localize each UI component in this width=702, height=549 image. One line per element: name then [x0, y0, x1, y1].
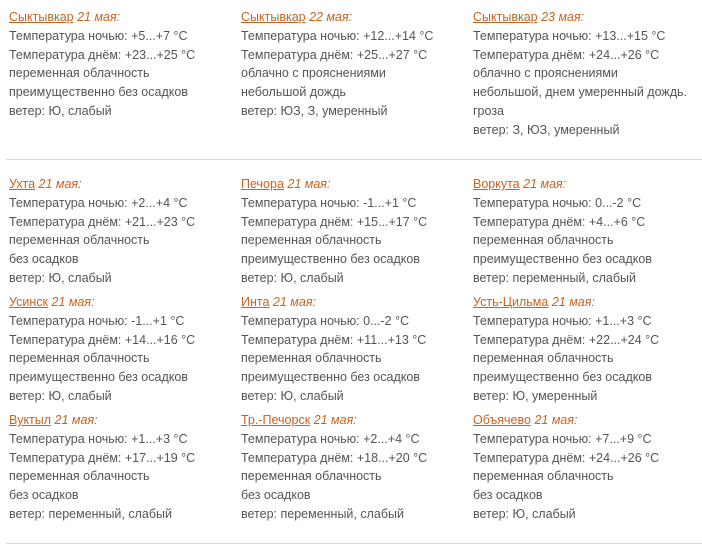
forecast-detail-line: Температура днём: +22...+24 °C [473, 332, 660, 347]
forecast-detail-line: Температура ночью: +5...+7 °C [9, 28, 188, 43]
forecast-detail-line: облачно с прояснениями [473, 66, 618, 81]
forecast-date: 23 мая: [541, 10, 585, 24]
forecast-card [473, 293, 698, 406]
forecast-detail-line: Температура ночью: +2...+4 °C [9, 195, 188, 210]
forecast-detail-line: ветер: З, ЮЗ, умеренный [473, 122, 620, 137]
forecast-card-header [9, 8, 234, 27]
forecast-detail-line: ветер: Ю, слабый [473, 506, 576, 521]
section-divider [6, 159, 702, 160]
forecast-detail-line: без осадков [241, 488, 311, 503]
forecast-detail-line: Температура ночью: 0...-2 °C [473, 195, 642, 210]
forecast-card-header [241, 411, 466, 430]
city-link[interactable]: Сыктывкар [9, 10, 74, 24]
forecast-detail-line: Температура днём: +17...+19 °C [9, 450, 196, 465]
forecast-date: 21 мая: [551, 295, 595, 309]
forecast-card-header [473, 175, 698, 194]
forecast-detail-line: преимущественно без осадков [9, 85, 188, 100]
forecast-detail-line: переменная облачность [473, 233, 614, 248]
forecast-date: 21 мая: [287, 177, 331, 191]
forecast-detail-line: Температура днём: +4...+6 °C [473, 214, 646, 229]
forecast-date: 21 мая: [54, 413, 98, 427]
forecast-card [473, 8, 698, 140]
forecast-detail-line: ветер: переменный, слабый [473, 270, 636, 285]
forecast-detail-line: ветер: Ю, слабый [9, 270, 112, 285]
city-link[interactable]: Сыктывкар [473, 10, 538, 24]
forecast-detail-line: Температура днём: +15...+17 °C [241, 214, 428, 229]
forecast-detail-line: ветер: Ю, умеренный [473, 388, 598, 403]
city-link[interactable]: Вуктыл [9, 413, 52, 427]
forecast-detail-line: Температура днём: +24...+26 °C [473, 450, 660, 465]
forecast-detail-line: переменная облачность [241, 233, 382, 248]
forecast-detail-line: небольшой, днем умеренный дождь. [473, 85, 688, 100]
forecast-detail-line: без осадков [473, 488, 543, 503]
forecast-card-header [241, 293, 466, 312]
forecast-detail-line: ветер: переменный, слабый [9, 506, 172, 521]
forecast-date: 21 мая: [534, 413, 578, 427]
city-link[interactable]: Тр.-Печорск [241, 413, 311, 427]
forecast-card [9, 175, 234, 288]
section-divider [6, 543, 702, 544]
forecast-detail-line: Температура ночью: -1...+1 °C [9, 313, 185, 328]
city-link[interactable]: Усинск [9, 295, 48, 309]
forecast-detail-line: переменная облачность [9, 233, 150, 248]
forecast-detail-line: ветер: Ю, слабый [9, 103, 112, 118]
forecast-detail-line: облачно с прояснениями [241, 66, 386, 81]
forecast-detail-line: ветер: Ю, слабый [9, 388, 112, 403]
forecast-detail-line: гроза [473, 103, 505, 118]
city-link[interactable]: Объячево [473, 413, 531, 427]
forecast-detail-line: Температура ночью: +1...+3 °C [9, 431, 188, 446]
forecast-detail-line: ветер: ЮЗ, З, умеренный [241, 103, 388, 118]
forecast-card [241, 293, 466, 406]
forecast-detail-line: ветер: Ю, слабый [241, 388, 344, 403]
forecast-date: 21 мая: [523, 177, 567, 191]
forecast-detail-line: Температура ночью: 0...-2 °C [241, 313, 410, 328]
forecast-card [241, 411, 466, 524]
forecast-detail-line: Температура ночью: -1...+1 °C [241, 195, 417, 210]
forecast-detail-line: преимущественно без осадков [9, 370, 188, 385]
forecast-detail-line: Температура днём: +18...+20 °C [241, 450, 428, 465]
forecast-detail-line: Температура ночью: +12...+14 °C [241, 28, 434, 43]
city-link[interactable]: Сыктывкар [241, 10, 306, 24]
city-link[interactable]: Инта [241, 295, 270, 309]
city-link[interactable]: Печора [241, 177, 284, 191]
forecast-card [9, 411, 234, 524]
city-link[interactable]: Воркута [473, 177, 520, 191]
forecast-detail-line: Температура ночью: +7...+9 °C [473, 431, 652, 446]
forecast-card-header [9, 411, 234, 430]
forecast-card [9, 8, 234, 121]
forecast-detail-line: ветер: Ю, слабый [241, 270, 344, 285]
forecast-date: 21 мая: [272, 295, 316, 309]
forecast-detail-line: небольшой дождь [241, 85, 347, 100]
forecast-card-header [9, 293, 234, 312]
forecast-detail-line: Температура ночью: +1...+3 °C [473, 313, 652, 328]
forecast-detail-line: переменная облачность [473, 469, 614, 484]
forecast-detail-line: Температура днём: +25...+27 °C [241, 47, 428, 62]
forecast-detail-line: Температура днём: +24...+26 °C [473, 47, 660, 62]
forecast-date: 21 мая: [77, 10, 121, 24]
forecast-detail-line: переменная облачность [241, 351, 382, 366]
forecast-detail-line: без осадков [9, 252, 79, 267]
forecast-detail-line: переменная облачность [9, 351, 150, 366]
forecast-detail-line: без осадков [9, 488, 79, 503]
forecast-card-header [473, 8, 698, 27]
forecast-date: 21 мая: [38, 177, 82, 191]
forecast-detail-line: переменная облачность [9, 469, 150, 484]
city-link[interactable]: Усть-Цильма [473, 295, 549, 309]
forecast-detail-line: преимущественно без осадков [473, 370, 652, 385]
forecast-detail-line: преимущественно без осадков [241, 370, 420, 385]
forecast-detail-line: Температура днём: +14...+16 °C [9, 332, 196, 347]
forecast-detail-line: ветер: переменный, слабый [241, 506, 404, 521]
forecast-detail-line: переменная облачность [473, 351, 614, 366]
forecast-card-header [241, 175, 466, 194]
forecast-card-header [473, 293, 698, 312]
forecast-detail-line: переменная облачность [9, 66, 150, 81]
forecast-card-header [9, 175, 234, 194]
forecast-card [473, 411, 698, 524]
forecast-card [241, 8, 466, 121]
forecast-detail-line: Температура днём: +11...+13 °C [241, 332, 427, 347]
forecast-detail-line: преимущественно без осадков [241, 252, 420, 267]
forecast-detail-line: преимущественно без осадков [473, 252, 652, 267]
forecast-date: 21 мая: [313, 413, 357, 427]
forecast-card-header [473, 411, 698, 430]
forecast-date: 22 мая: [309, 10, 353, 24]
forecast-detail-line: переменная облачность [241, 469, 382, 484]
forecast-card [9, 293, 234, 406]
forecast-card [473, 175, 698, 288]
city-link[interactable]: Ухта [9, 177, 36, 191]
forecast-card-header [241, 8, 466, 27]
forecast-card [241, 175, 466, 288]
forecast-detail-line: Температура днём: +21...+23 °C [9, 214, 196, 229]
forecast-detail-line: Температура ночью: +2...+4 °C [241, 431, 420, 446]
forecast-detail-line: Температура ночью: +13...+15 °C [473, 28, 666, 43]
forecast-detail-line: Температура днём: +23...+25 °C [9, 47, 196, 62]
forecast-date: 21 мая: [51, 295, 95, 309]
